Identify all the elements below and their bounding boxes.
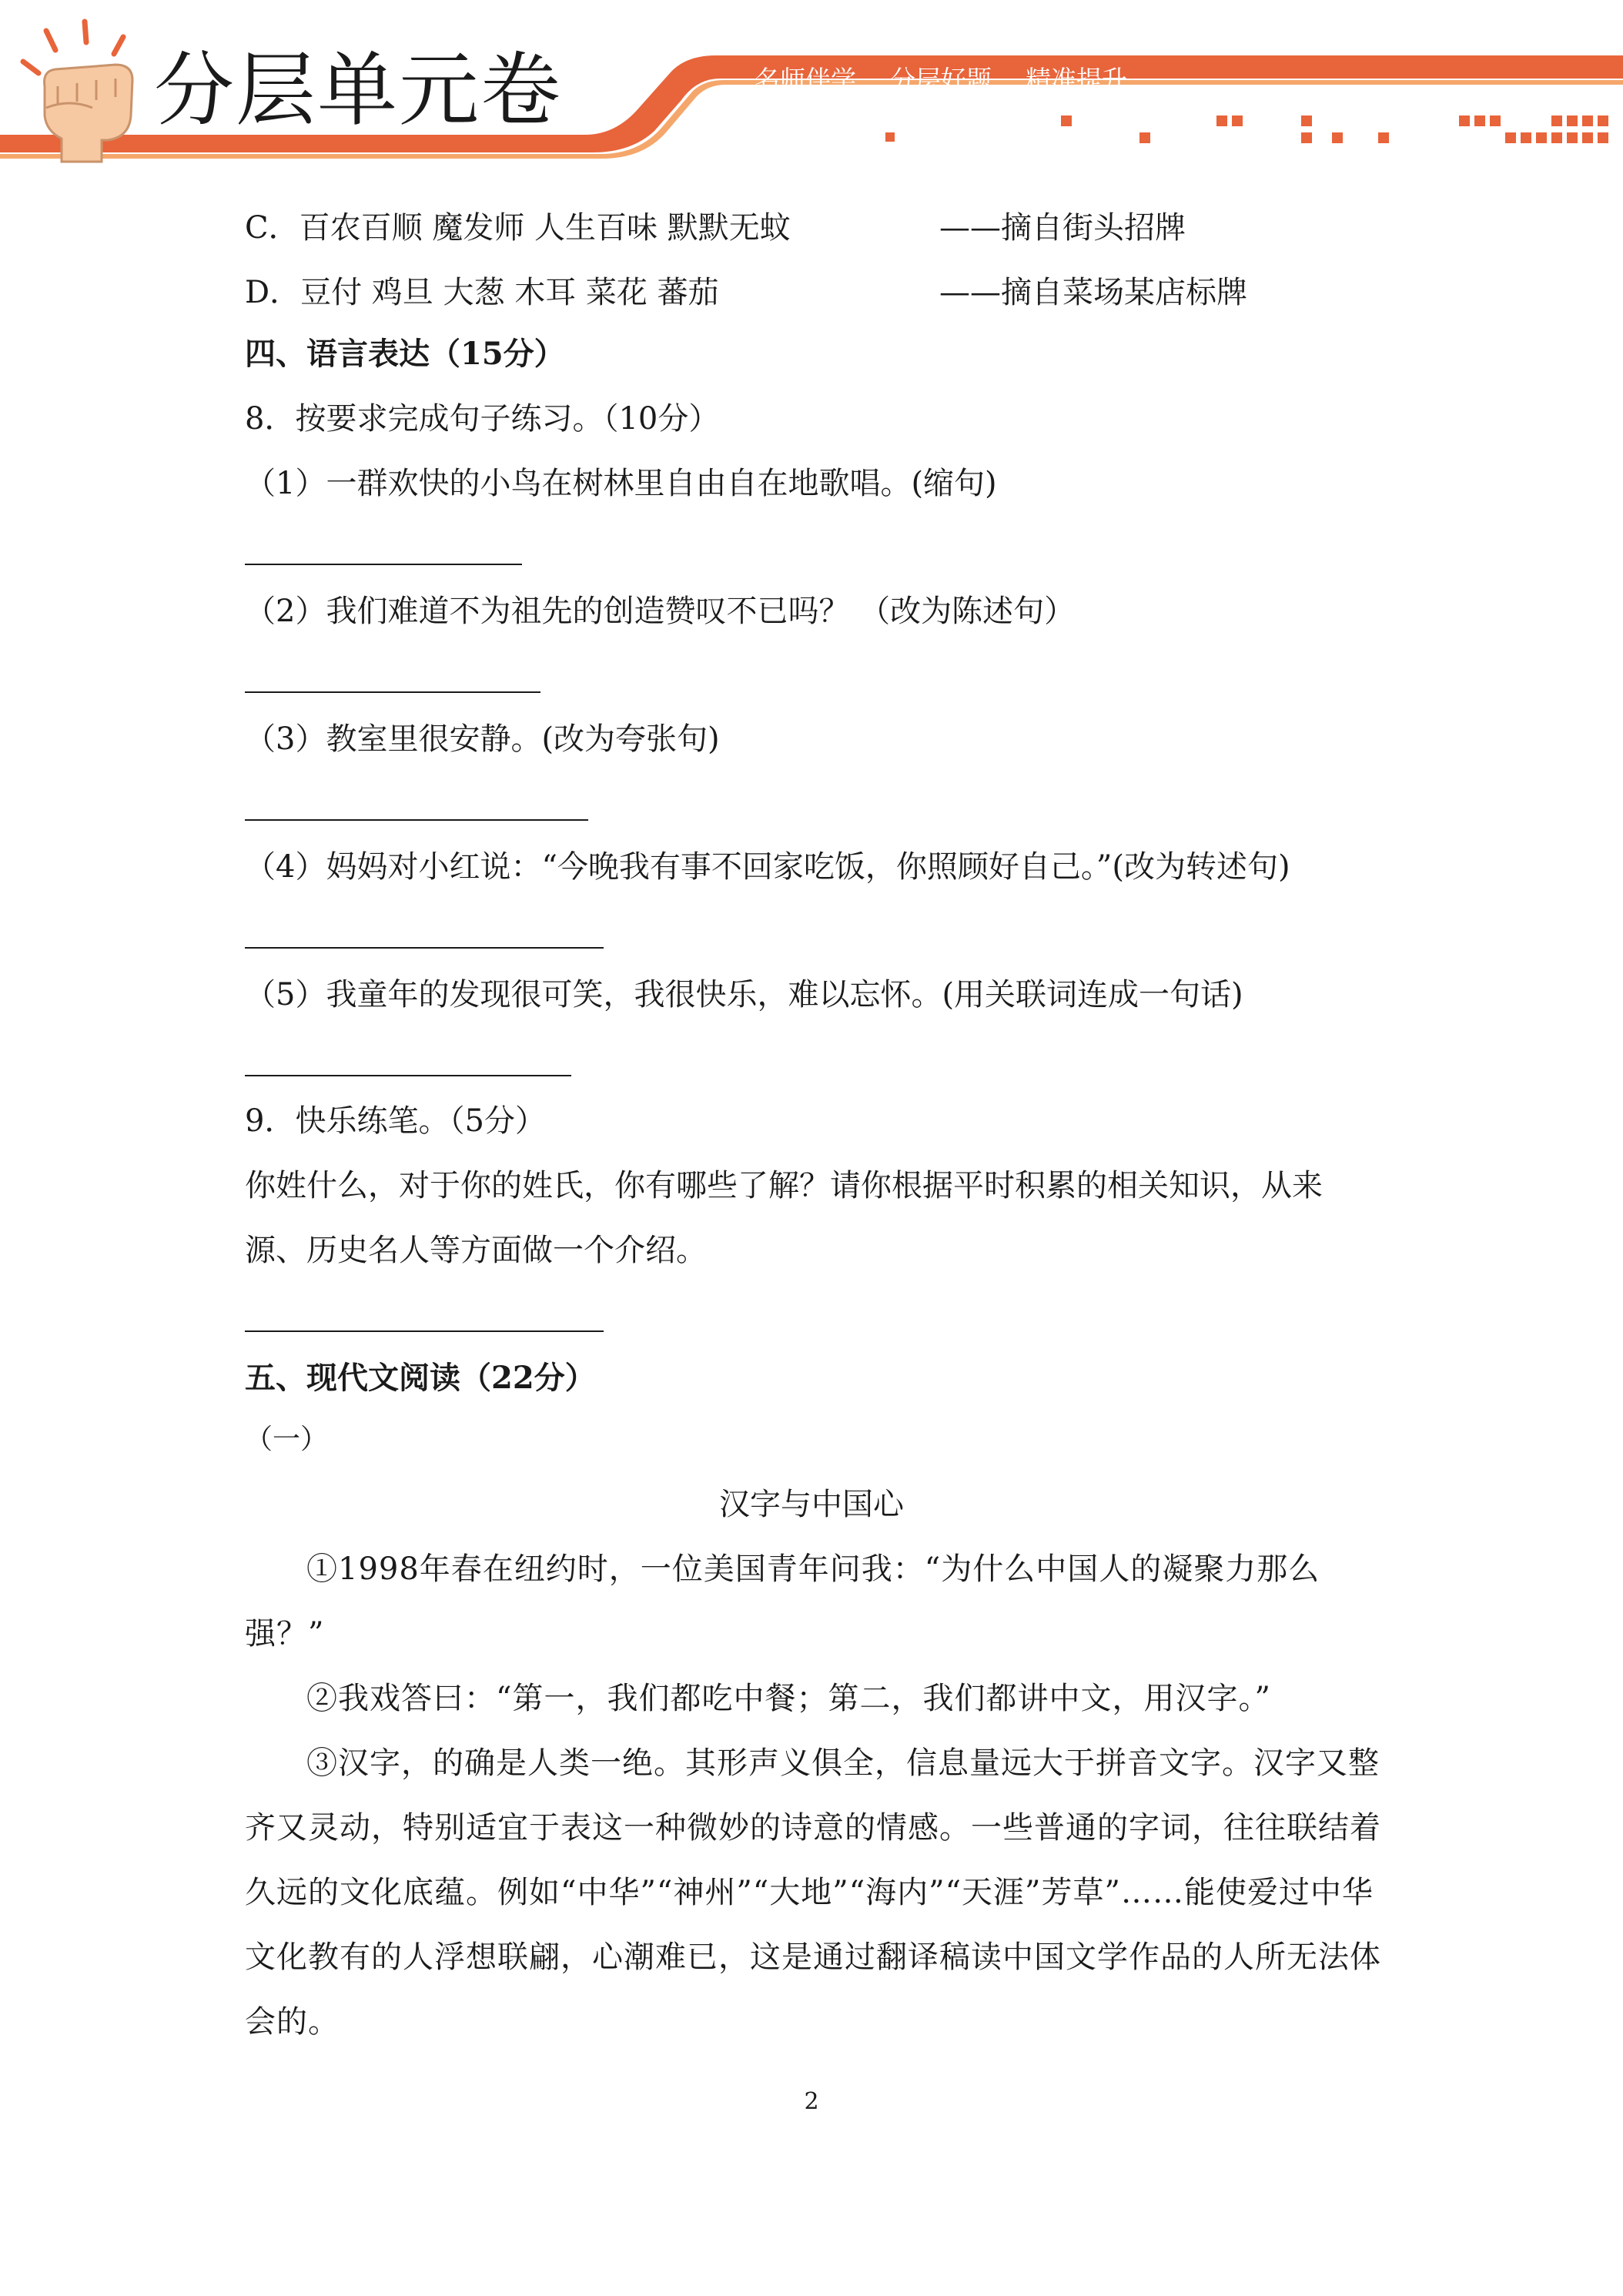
q8-title: 8．按要求完成句子练习。（10分） — [245, 401, 720, 437]
brand-title: 分层单元卷 — [154, 43, 563, 137]
q8-item-1: （1）一群欢快的小鸟在树林里自由自在地歌唱。(缩句) — [245, 466, 997, 501]
q9-title: 9．快乐练笔。（5分） — [245, 1103, 546, 1139]
section5-part: （一） — [245, 1424, 329, 1455]
section5-title: 五、现代文阅读（22分） — [245, 1360, 596, 1396]
q9-prompt-line1: 你姓什么，对于你的姓氏，你有哪些了解？请你根据平时积累的相关知识，从来 — [245, 1168, 1323, 1203]
option-c — [245, 206, 791, 249]
q9-prompt-line2: 源、历史名人等方面做一个介绍。 — [245, 1233, 707, 1268]
header-slogans — [755, 62, 1161, 99]
section4-title: 四、语言表达（15分） — [245, 336, 565, 372]
q8-item-2: （2）我们难道不为祖先的创造赞叹不已吗？ （改为陈述句） — [245, 594, 1076, 629]
q8-item-4: （4）妈妈对小红说：“今晚我有事不回家吃饭，你照顾好自己。”(改为转述句) — [245, 849, 1290, 885]
slogan-2: 分层好题 — [890, 65, 992, 95]
answer-line-6[interactable] — [245, 1330, 604, 1332]
article-paragraph-2: ②我戏答曰：“第一，我们都吃中餐；第二，我们都讲中文，用汉字。” — [306, 1681, 1271, 1716]
option-c-label: C．百农百顺 魔发师 人生百味 默默无蚊 — [245, 210, 791, 246]
option-d — [245, 271, 719, 314]
header-dots — [885, 115, 1608, 143]
page-header — [0, 0, 1623, 166]
answer-line-3[interactable] — [245, 819, 588, 821]
option-d-source: ——摘自菜场某店标牌 — [939, 275, 1247, 310]
option-d-label: D．豆付 鸡旦 大葱 木耳 菜花 蕃茄 — [245, 275, 719, 310]
article-paragraph-3: ③汉字，的确是人类一绝。其形声义俱全，信息量远大于拼音文字。汉字又整齐又灵动，特别适宜于表这一种微妙的诗意的情感。一些普通的字词，往往联结着久远的文化底蕴。例如“中华”“神州”“大地”“海内”“天涯”芳草”……能使爱过中华文化教有的人浮想联翩，心潮难已，这是通过翻译稿读中国文学作品的人所无法体会的。 — [245, 1745, 1381, 2040]
q8-item-3: （3）教室里很安静。(改为夸张句) — [245, 721, 720, 757]
slogan-1: 名师伴学 — [755, 65, 856, 95]
option-c-source: ——摘自街头招牌 — [939, 210, 1186, 246]
article-paragraph-1: ①1998年春在纽约时，一位美国青年问我：“为什么中国人的凝聚力那么强？” — [245, 1551, 1320, 1652]
article-title: 汉字与中国心 — [719, 1487, 904, 1522]
answer-line-1[interactable] — [245, 564, 522, 565]
answer-line-2[interactable] — [245, 691, 540, 693]
slogan-3: 精准提升 — [1026, 65, 1127, 95]
q8-item-5: （5）我童年的发现很可笑，我很快乐，难以忘怀。(用关联词连成一句话) — [245, 977, 1243, 1012]
page-number: 2 — [804, 2088, 819, 2115]
answer-line-5[interactable] — [245, 1075, 571, 1076]
answer-line-4[interactable] — [245, 947, 604, 949]
